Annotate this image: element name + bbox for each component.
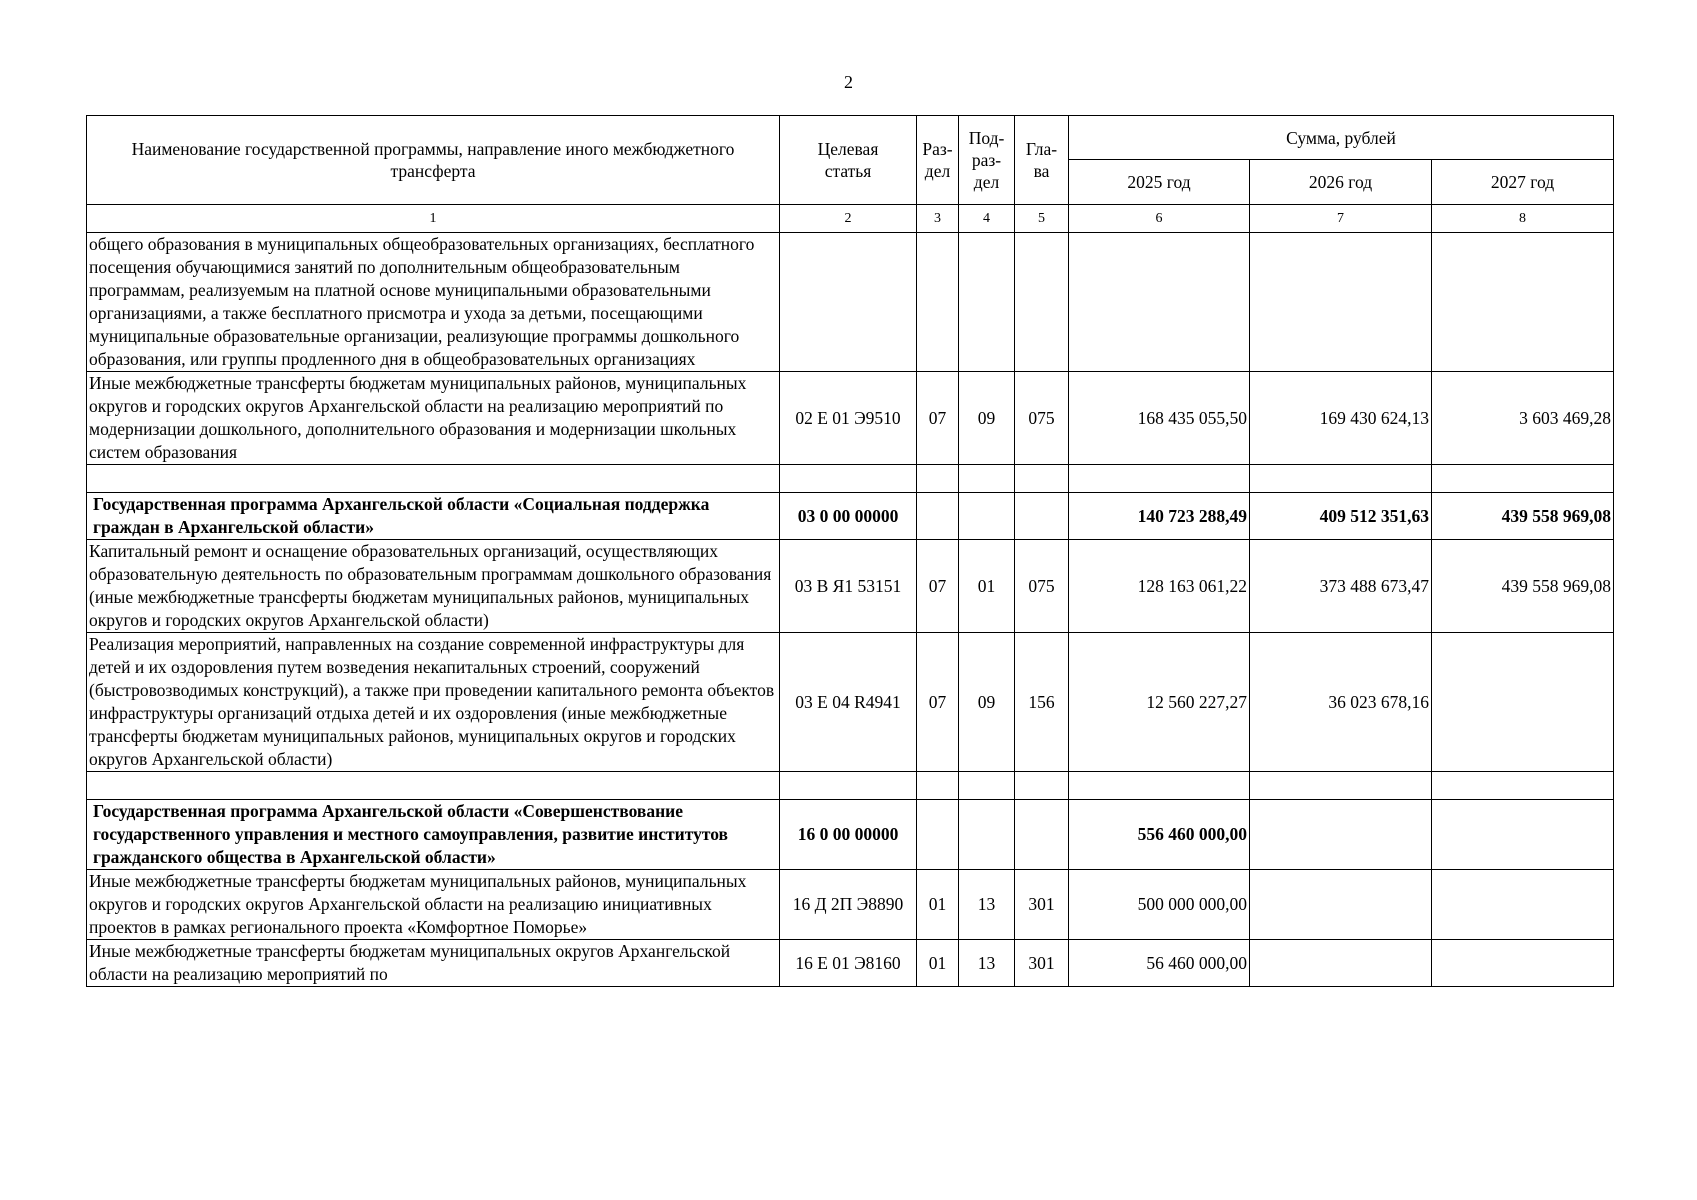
spacer-cell <box>780 465 917 493</box>
row-name: Иные межбюджетные трансферты бюджетам муниципальных округов Архангельской области на реализацию мероприятий по <box>87 940 780 987</box>
program-amount-2025: 140 723 288,49 <box>1069 493 1250 540</box>
row-amount-2026: 36 023 678,16 <box>1250 633 1432 772</box>
spacer-cell <box>87 772 780 800</box>
row-amount-2026 <box>1250 233 1432 372</box>
spacer-row <box>87 772 1614 800</box>
program-chapter <box>1015 800 1069 870</box>
row-section <box>917 233 959 372</box>
spacer-cell <box>1015 465 1069 493</box>
column-number: 6 <box>1069 205 1250 233</box>
column-number: 3 <box>917 205 959 233</box>
header-name: Наименование государственной программы, направление иного межбюджетного трансферта <box>87 116 780 205</box>
row-amount-2026 <box>1250 870 1432 940</box>
row-amount-2026 <box>1250 940 1432 987</box>
spacer-cell <box>1250 465 1432 493</box>
program-row <box>87 800 1614 870</box>
row-amount-2026: 169 430 624,13 <box>1250 372 1432 465</box>
program-subsection <box>959 493 1015 540</box>
column-number: 4 <box>959 205 1015 233</box>
program-row <box>87 493 1614 540</box>
row-subsection: 13 <box>959 870 1015 940</box>
row-chapter: 301 <box>1015 870 1069 940</box>
table-row <box>87 233 1614 372</box>
row-subsection: 13 <box>959 940 1015 987</box>
header-subsection-line: раз- <box>971 150 1002 170</box>
row-amount-2025: 128 163 061,22 <box>1069 540 1250 633</box>
row-section: 07 <box>917 633 959 772</box>
header-year-2025: 2025 год <box>1069 160 1250 205</box>
row-amount-2027: 3 603 469,28 <box>1432 372 1614 465</box>
header-chapter <box>1015 116 1069 205</box>
program-amount-2025: 556 460 000,00 <box>1069 800 1250 870</box>
program-section <box>917 493 959 540</box>
row-target: 03 В Я1 53151 <box>780 540 917 633</box>
row-amount-2027 <box>1432 940 1614 987</box>
row-section: 01 <box>917 940 959 987</box>
spacer-cell <box>917 772 959 800</box>
row-subsection: 01 <box>959 540 1015 633</box>
spacer-cell <box>87 465 780 493</box>
table-row <box>87 870 1614 940</box>
row-target: 16 Е 01 Э8160 <box>780 940 917 987</box>
row-name: Реализация мероприятий, направленных на создание современной инфраструктуры для детей и их оздоровления путем возведения некапитальных строений, сооружений (быстровозводимых конструкций), а также при проведении капитального ремонта объектов инфраструктуры организаций отдыха детей и их оздоровления (иные межбюджетные трансферты бюджетам муниципальных районов, муниципальных округов и городских округов Архангельской области) <box>87 633 780 772</box>
spacer-cell <box>1250 772 1432 800</box>
row-subsection: 09 <box>959 633 1015 772</box>
row-name: Капитальный ремонт и оснащение образовательных организаций, осуществляющих образовательную деятельность по образовательным программам дошкольного образования (иные межбюджетные трансферты бюджетам муниципальных районов, муниципальных округов и городских округов Архангельской области) <box>87 540 780 633</box>
program-subsection <box>959 800 1015 870</box>
program-amount-2026: 409 512 351,63 <box>1250 493 1432 540</box>
program-amount-2027: 439 558 969,08 <box>1432 493 1614 540</box>
header-sum: Сумма, рублей <box>1069 116 1614 160</box>
row-target: 02 Е 01 Э9510 <box>780 372 917 465</box>
program-target: 16 0 00 00000 <box>780 800 917 870</box>
row-chapter: 075 <box>1015 540 1069 633</box>
spacer-row <box>87 465 1614 493</box>
row-amount-2025: 168 435 055,50 <box>1069 372 1250 465</box>
row-amount-2027 <box>1432 870 1614 940</box>
row-amount-2025: 12 560 227,27 <box>1069 633 1250 772</box>
program-amount-2027 <box>1432 800 1614 870</box>
program-name: Государственная программа Архангельской области «Социальная поддержка граждан в Архангельской области» <box>87 493 780 540</box>
page-number: 2 <box>844 72 853 92</box>
header-target: Целевая статья <box>780 116 917 205</box>
row-amount-2027 <box>1432 233 1614 372</box>
header-subsection-line: Под- <box>968 128 1005 148</box>
row-chapter: 156 <box>1015 633 1069 772</box>
row-section: 07 <box>917 372 959 465</box>
spacer-cell <box>1432 465 1614 493</box>
row-section: 07 <box>917 540 959 633</box>
row-name: Иные межбюджетные трансферты бюджетам муниципальных районов, муниципальных округов и городских округов Архангельской области на реализацию инициативных проектов в рамках регионального проекта «Комфортное Поморье» <box>87 870 780 940</box>
column-number: 5 <box>1015 205 1069 233</box>
row-amount-2026: 373 488 673,47 <box>1250 540 1432 633</box>
row-chapter: 301 <box>1015 940 1069 987</box>
budget-table <box>86 115 1614 987</box>
header-year-2026: 2026 год <box>1250 160 1432 205</box>
header-chapter-line: ва <box>1033 161 1050 181</box>
spacer-cell <box>1015 772 1069 800</box>
row-subsection: 09 <box>959 372 1015 465</box>
column-number: 7 <box>1250 205 1432 233</box>
spacer-cell <box>959 465 1015 493</box>
row-target: 03 Е 04 R4941 <box>780 633 917 772</box>
row-subsection <box>959 233 1015 372</box>
spacer-cell <box>1069 772 1250 800</box>
row-target: 16 Д 2П Э8890 <box>780 870 917 940</box>
row-name: Иные межбюджетные трансферты бюджетам муниципальных районов, муниципальных округов и городских округов Архангельской области на реализацию мероприятий по модернизации дошкольного, дополнительного образования и модернизации школьных систем образования <box>87 372 780 465</box>
spacer-cell <box>780 772 917 800</box>
table-row <box>87 372 1614 465</box>
spacer-cell <box>1069 465 1250 493</box>
table-row <box>87 540 1614 633</box>
column-number: 8 <box>1432 205 1614 233</box>
row-chapter <box>1015 233 1069 372</box>
spacer-cell <box>959 772 1015 800</box>
column-number: 1 <box>87 205 780 233</box>
row-amount-2027 <box>1432 633 1614 772</box>
column-number: 2 <box>780 205 917 233</box>
table-row <box>87 940 1614 987</box>
header-subsection <box>959 116 1015 205</box>
row-amount-2025: 56 460 000,00 <box>1069 940 1250 987</box>
row-section: 01 <box>917 870 959 940</box>
spacer-cell <box>1432 772 1614 800</box>
program-section <box>917 800 959 870</box>
program-name: Государственная программа Архангельской области «Совершенствование государственного управления и местного самоуправления, развитие институтов гражданского общества в Архангельской области» <box>87 800 780 870</box>
header-chapter-line: Гла- <box>1025 139 1058 159</box>
header-section-line: дел <box>924 161 951 181</box>
header-subsection-line: дел <box>973 172 1000 192</box>
row-chapter: 075 <box>1015 372 1069 465</box>
header-section-line: Раз- <box>922 139 953 159</box>
row-amount-2025: 500 000 000,00 <box>1069 870 1250 940</box>
header-year-2027: 2027 год <box>1432 160 1614 205</box>
header-section <box>917 116 959 205</box>
program-amount-2026 <box>1250 800 1432 870</box>
program-target: 03 0 00 00000 <box>780 493 917 540</box>
table-row <box>87 633 1614 772</box>
row-name: общего образования в муниципальных общеобразовательных организациях, бесплатного посещения обучающимися занятий по дополнительным общеобразовательным программам, реализуемым на платной основе муниципальными образовательными организациями, а также бесплатного присмотра и ухода за детьми, посещающими муниципальные образовательные организации, реализующие программы дошкольного образования, или группы продленного дня в общеобразовательных организациях <box>87 233 780 372</box>
program-chapter <box>1015 493 1069 540</box>
row-target <box>780 233 917 372</box>
row-amount-2025 <box>1069 233 1250 372</box>
row-amount-2027: 439 558 969,08 <box>1432 540 1614 633</box>
spacer-cell <box>917 465 959 493</box>
